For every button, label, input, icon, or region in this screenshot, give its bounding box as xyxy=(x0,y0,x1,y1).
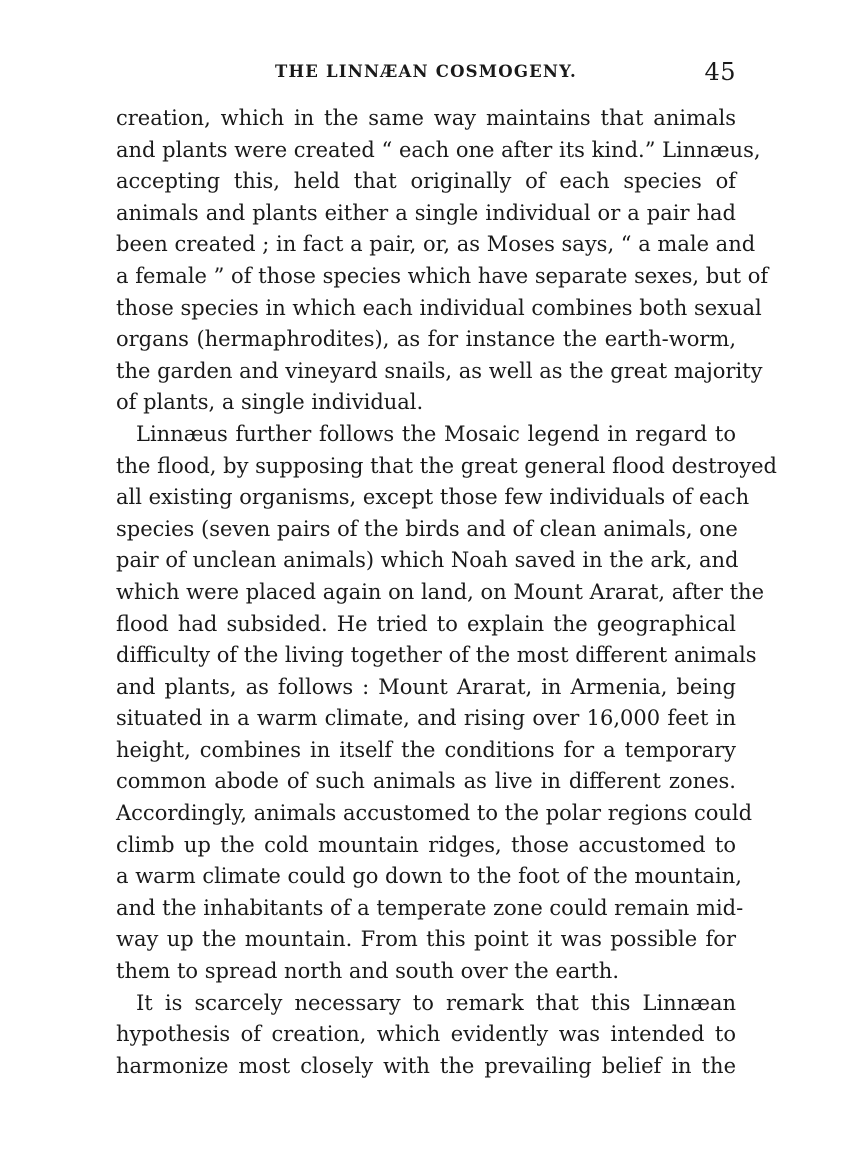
text-line: harmonize most closely with the prevailing belief in the xyxy=(116,1053,736,1078)
text-line: a female ” of those species which have separate sexes, but of xyxy=(116,263,769,288)
text-line: which were placed again on land, on Mount Ararat, after the xyxy=(116,579,764,604)
running-title: THE LINNÆAN COSMOGENY. xyxy=(275,62,577,81)
text-line: pair of unclean animals) which Noah saved in the ark, and xyxy=(116,548,739,573)
text-line: all existing organisms, except those few individuals of each xyxy=(116,485,750,510)
body-text xyxy=(116,103,777,1082)
text-line: and plants were created “ each one after its kind.” Linnæus, xyxy=(116,137,761,162)
text-line: Accordingly, animals accustomed to the polar regions could xyxy=(116,801,753,826)
text-line: been created ; in fact a pair, or, as Moses says, “ a male and xyxy=(116,232,756,257)
text-line: hypothesis of creation, which evidently was intended to xyxy=(116,1022,736,1047)
text-line: the flood, by supposing that the great general flood destroyed xyxy=(116,453,777,478)
text-line: It is scarcely necessary to remark that this Linnæan xyxy=(136,990,736,1015)
text-line: common abode of such animals as live in different zones. xyxy=(116,769,736,794)
text-line: accepting this, held that originally of each species of xyxy=(116,169,736,194)
text-line: the garden and vineyard snails, as well as the great majority xyxy=(116,358,763,383)
page-number: 45 xyxy=(704,58,736,86)
text-line: those species in which each individual combines both sexual xyxy=(116,295,762,320)
text-line: situated in a warm climate, and rising over 16,000 feet in xyxy=(116,706,736,731)
text-line: height, combines in itself the conditions for a temporary xyxy=(116,737,736,762)
text-line: and the inhabitants of a temperate zone could remain mid- xyxy=(116,895,744,920)
paragraph-3 xyxy=(116,988,736,1083)
paragraph-2 xyxy=(116,419,777,988)
text-line: a warm climate could go down to the foot of the mountain, xyxy=(116,864,742,889)
text-line: them to spread north and south over the earth. xyxy=(116,959,619,984)
text-line: creation, which in the same way maintains that animals xyxy=(116,106,736,130)
text-line: way up the mountain. From this point it was possible for xyxy=(116,927,736,952)
text-line: flood had subsided. He tried to explain the geographical xyxy=(116,611,736,636)
text-line: and plants, as follows : Mount Ararat, in Armenia, being xyxy=(116,674,736,699)
text-line: of plants, a single individual. xyxy=(116,390,424,415)
text-line: organs (hermaphrodites), as for instance the earth-worm, xyxy=(116,327,736,352)
text-line: animals and plants either a single individual or a pair had xyxy=(116,200,736,225)
text-line: difficulty of the living together of the most different animals xyxy=(116,643,757,668)
text-line: Linnæus further follows the Mosaic legend in regard to xyxy=(136,421,736,446)
paragraph-1 xyxy=(116,103,769,419)
text-line: climb up the cold mountain ridges, those accustomed to xyxy=(116,832,736,857)
text-line: species (seven pairs of the birds and of clean animals, one xyxy=(116,516,738,541)
running-head xyxy=(116,58,736,90)
